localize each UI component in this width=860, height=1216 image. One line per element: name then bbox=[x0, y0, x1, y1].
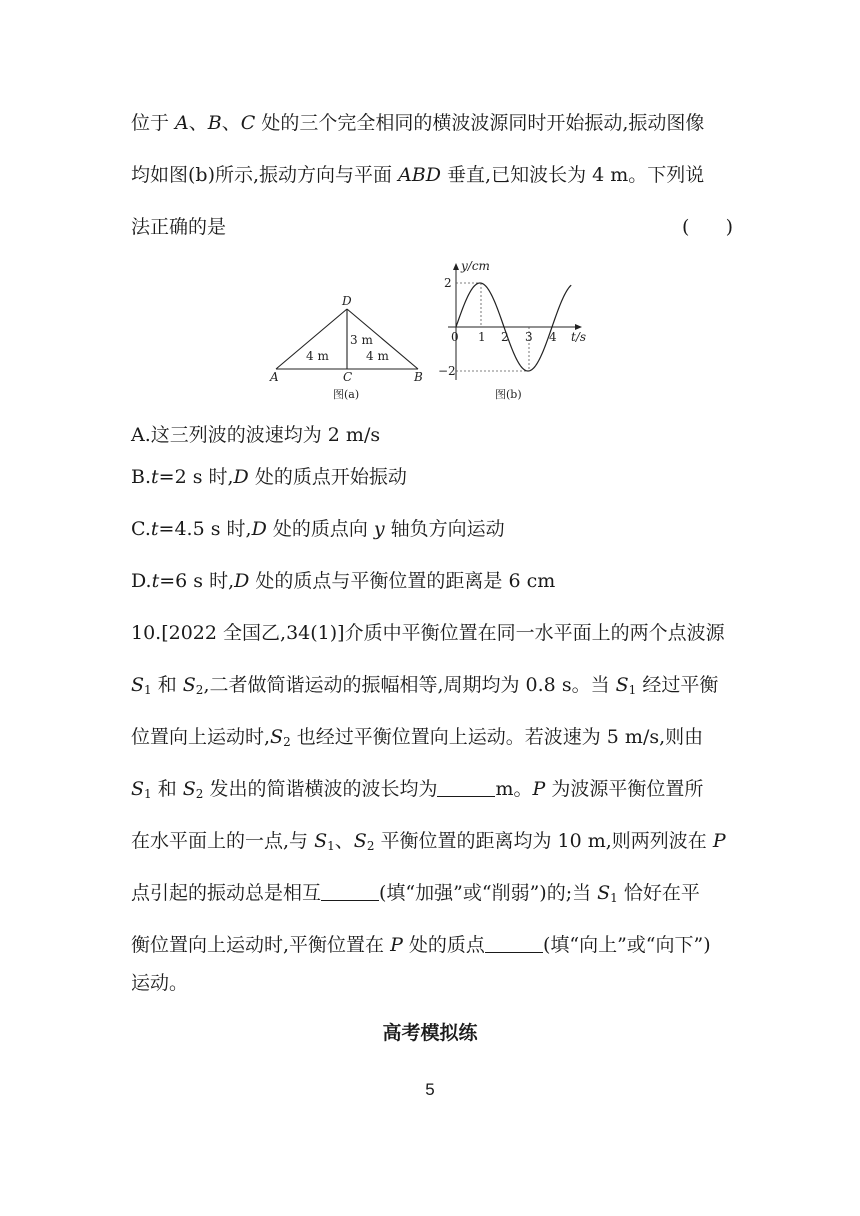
q9-line-3: 法正确的是 bbox=[131, 216, 227, 238]
option-b: B.t=2 s 时,D 处的质点开始振动 bbox=[131, 466, 407, 488]
answer-blank-direction[interactable] bbox=[485, 934, 543, 953]
x-tick-1: 1 bbox=[478, 330, 486, 344]
option-a: A.这三列波的波速均为 2 m/s bbox=[131, 424, 381, 446]
y-axis-arrow bbox=[453, 263, 459, 270]
y-tick-2: 2 bbox=[444, 276, 452, 290]
y-axis-label: y/cm bbox=[461, 259, 490, 273]
point-c-label: C bbox=[343, 370, 353, 384]
figure-a bbox=[276, 309, 418, 369]
figure-graphics bbox=[0, 250, 860, 430]
y-tick-neg2: −2 bbox=[438, 364, 456, 378]
point-d-label: D bbox=[342, 294, 352, 308]
option-d: D.t=6 s 时,D 处的质点与平衡位置的距离是 6 cm bbox=[131, 570, 556, 592]
option-c: C.t=4.5 s 时,D 处的质点向 y 轴负方向运动 bbox=[131, 518, 505, 540]
label-right-length: 4 m bbox=[366, 349, 389, 363]
q9-line-2: 均如图(b)所示,振动方向与平面 ABD 垂直,已知波长为 4 m。下列说 bbox=[131, 164, 705, 186]
caption-figure-b: 图(b) bbox=[495, 388, 522, 401]
q10-line-1: 10.[2022 全国乙,34(1)]介质中平衡位置在同一水平面上的两个点波源 bbox=[131, 622, 725, 644]
q10-line-5: 在水平面上的一点,与 $S_1$、$S_2$ 平衡位置的距离均为 10 m,则两列波在 P bbox=[131, 830, 726, 853]
page-number: 5 bbox=[425, 1080, 435, 1099]
x-tick-3: 3 bbox=[525, 330, 533, 344]
answer-bracket: ( ) bbox=[682, 216, 734, 238]
answer-blank-interference[interactable] bbox=[321, 882, 379, 901]
figure-b bbox=[438, 259, 586, 401]
t-axis-label: t/s bbox=[571, 330, 587, 344]
point-b-label: B bbox=[414, 370, 423, 384]
q10-line-6: 点引起的振动总是相互 (填“加强”或“削弱”)的;当 $S_1$ 恰好在平 bbox=[131, 882, 700, 905]
label-height: 3 m bbox=[350, 333, 373, 347]
point-a-label: A bbox=[270, 370, 279, 384]
answer-blank-wavelength[interactable] bbox=[437, 778, 495, 797]
label-left-length: 4 m bbox=[306, 349, 329, 363]
q10-line-3: 位置向上运动时$,S_2$ 也经过平衡位置向上运动。若波速为 5 m/s,则由 bbox=[131, 726, 704, 749]
q10-line-2: $S_1$ 和 $S_2$,二者做简谐运动的振幅相等,周期均为 0.8 s。当 $S_1$ 经过平衡 bbox=[131, 674, 719, 697]
q10-line-7: 衡位置向上运动时,平衡位置在 P 处的质点 (填“向上”或“向下”) bbox=[131, 934, 711, 956]
caption-figure-a: 图(a) bbox=[333, 388, 360, 401]
q10-line-4: $S_1$ 和 $S_2$ 发出的简谐横波的波长均为 m。P 为波源平衡位置所 bbox=[131, 778, 704, 801]
q10-line-8: 运动。 bbox=[131, 972, 189, 994]
section-heading: 高考模拟练 bbox=[382, 1022, 478, 1044]
x-tick-4: 4 bbox=[549, 330, 557, 344]
x-tick-2: 2 bbox=[501, 330, 509, 344]
x-tick-0: 0 bbox=[451, 330, 459, 344]
q9-line-1: 位于 A、B、C 处的三个完全相同的横波波源同时开始振动,振动图像 bbox=[131, 112, 705, 134]
